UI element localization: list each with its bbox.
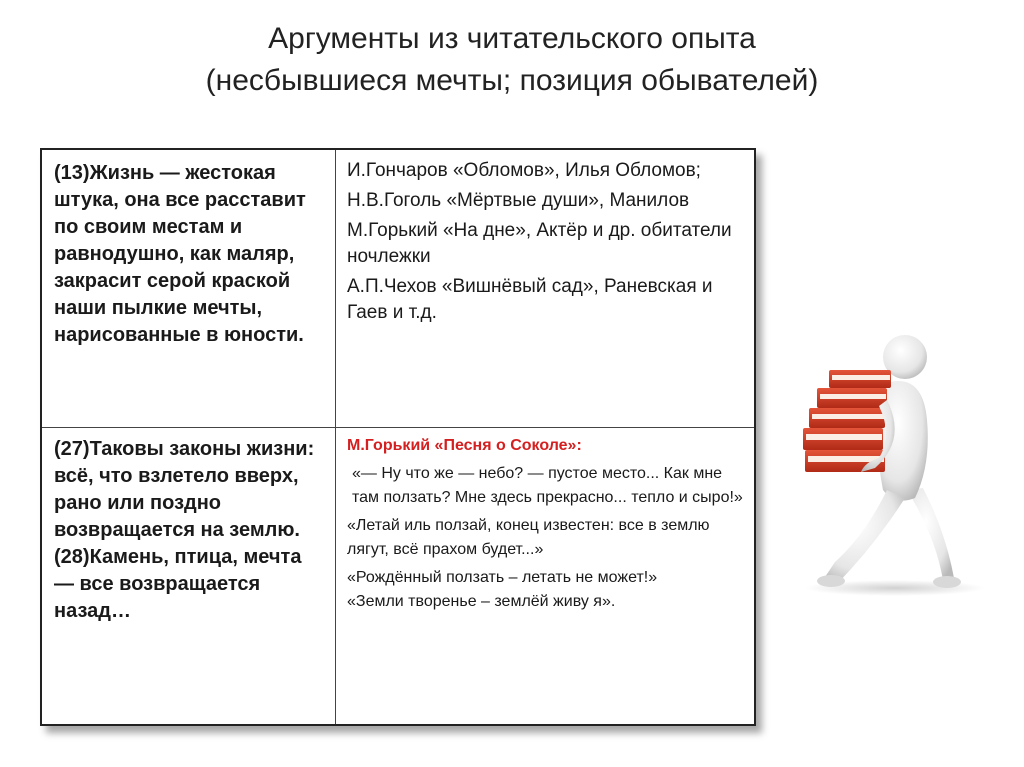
title-line-2: (несбывшиеся мечты; позиция обывателей) xyxy=(205,64,819,97)
song-quote: «— Ну что же — небо? — пустое место... Как мне там ползать? Мне здесь прекрасно... тепло и сыро!» xyxy=(352,465,743,506)
row2-quote: (27)Таковы законы жизни: всё, что взлетело вверх, рано или поздно возвращается на землю. (28)Камень, птица, мечта — все возвращается назад… xyxy=(54,438,315,622)
reference-item: М.Горький «На дне», Актёр и др. обитатели ночлежки xyxy=(347,220,732,267)
reference-item: Н.В.Гоголь «Мёртвые души», Манилов xyxy=(347,190,690,211)
title-line-1: Аргументы из читательского опыта xyxy=(268,22,756,55)
row2-song-cell xyxy=(336,428,754,724)
row1-quote-cell xyxy=(42,150,336,428)
song-quote: «Летай иль ползай, конец известен: все в землю лягут, всё прахом будет...» xyxy=(347,517,710,558)
row1-references-cell xyxy=(336,150,754,428)
song-heading: М.Горький «Песня о Соколе»: xyxy=(347,437,582,454)
reference-item: И.Гончаров «Обломов», Илья Обломов; xyxy=(347,160,701,181)
song-quote: «Рождённый ползать – летать не может!» xyxy=(347,569,658,586)
row2-quote-cell xyxy=(42,428,336,724)
reference-item: А.П.Чехов «Вишнёвый сад», Раневская и Гаев и т.д. xyxy=(347,276,713,323)
song-quote: «Земли творенье – землёй живу я». xyxy=(347,593,616,610)
row1-quote: (13)Жизнь — жестокая штука, она все расставит по своим местам и равнодушно, как маляр, закрасит серой краской наши пылкие мечты, нарисованные в юности. xyxy=(54,162,306,346)
page-title xyxy=(0,18,1024,102)
arguments-table xyxy=(40,148,756,726)
person-carrying-books-icon xyxy=(795,330,995,600)
